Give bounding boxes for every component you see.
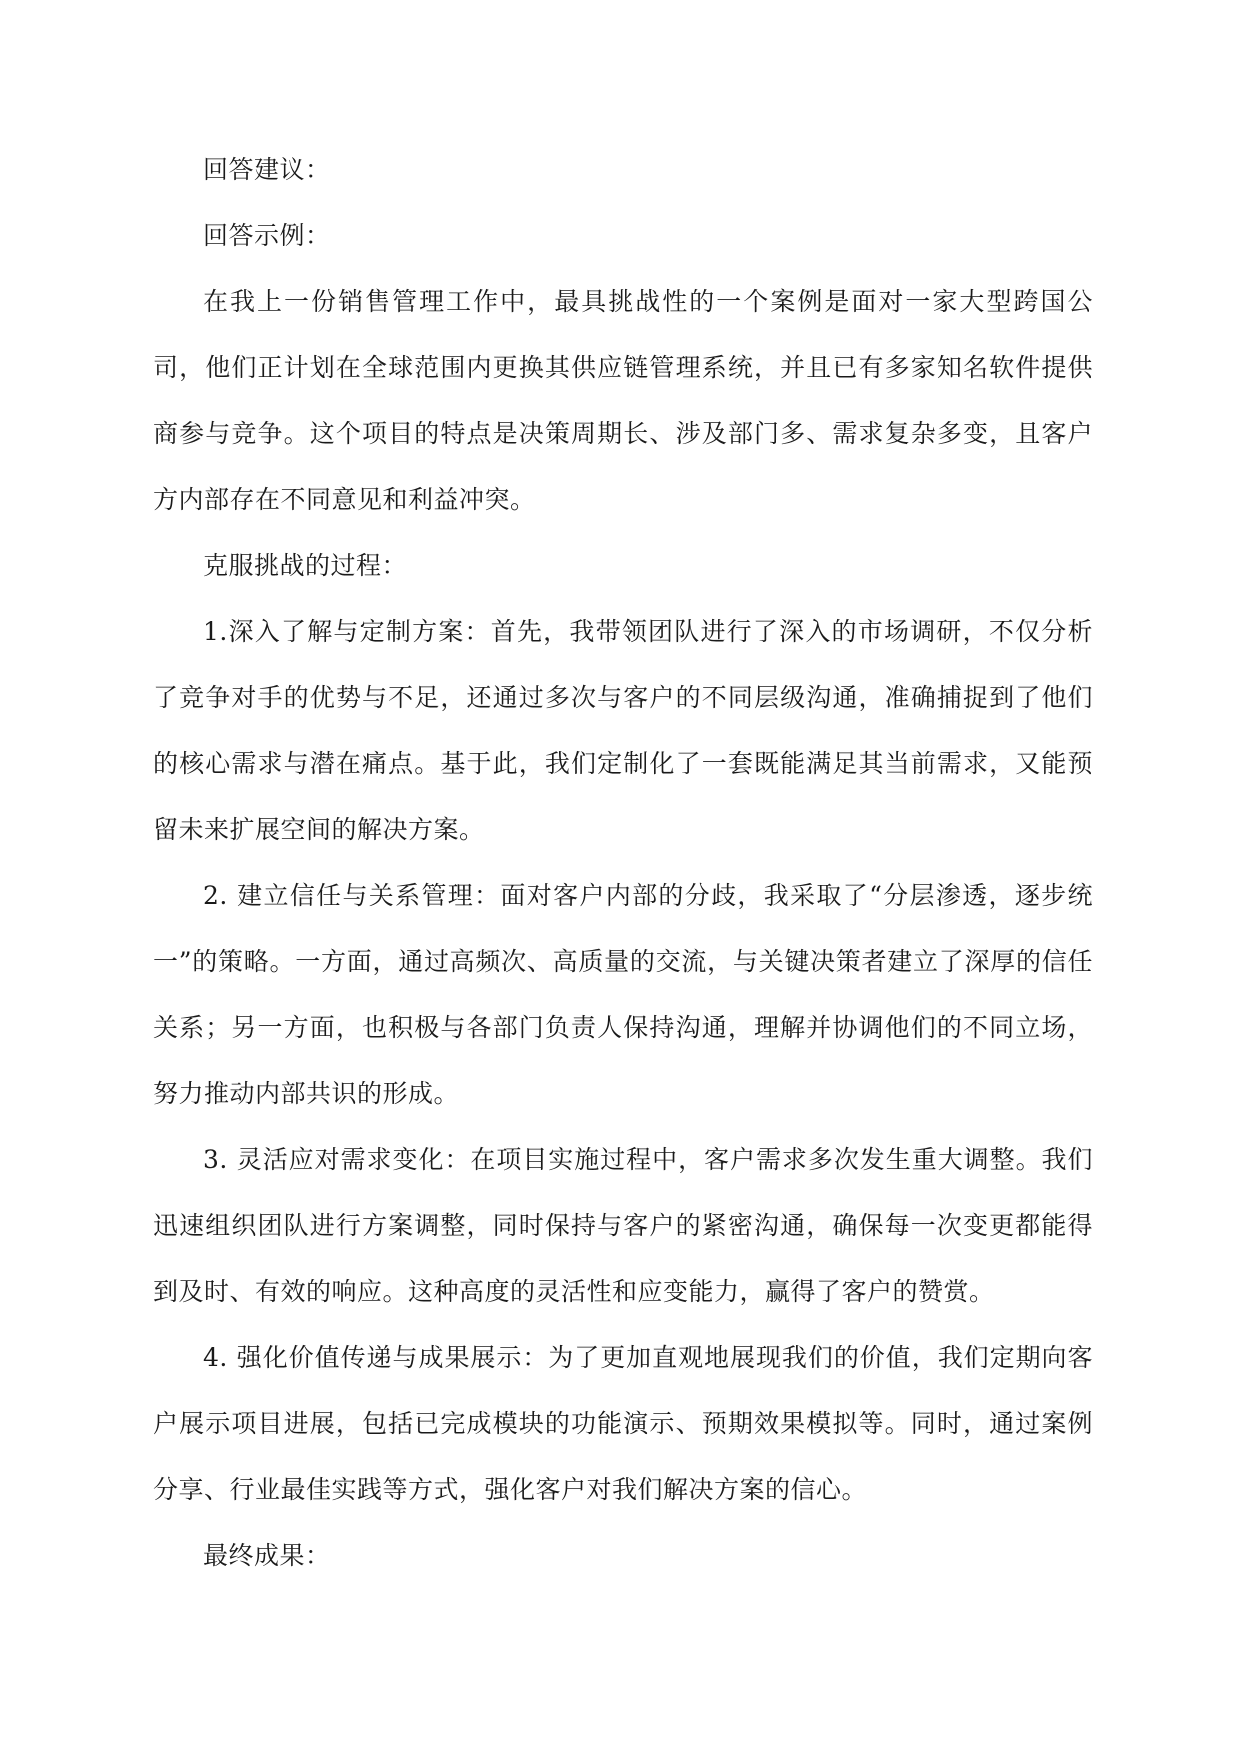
- heading-overcome-process: 克服挑战的过程：: [203, 551, 408, 580]
- paragraph-step-3: 3. 灵活应对需求变化：在项目实施过程中，客户需求多次发生重大调整。我们迅速组织团队进行方案调整，同时保持与客户的紧密沟通，确保每一次变更都能得到及时、有效的响应。这种高度的灵活性和应变能力，赢得了客户的赞赏。: [153, 1145, 1093, 1306]
- document-body: [153, 137, 1093, 1589]
- heading-final-result: 最终成果：: [203, 1541, 331, 1570]
- heading-answer-example: 回答示例：: [203, 221, 331, 250]
- paragraph-step-1: 1.深入了解与定制方案：首先，我带领团队进行了深入的市场调研，不仅分析了竞争对手的优势与不足，还通过多次与客户的不同层级沟通，准确捕捉到了他们的核心需求与潜在痛点。基于此，我们定制化了一套既能满足其当前需求，又能预留未来扩展空间的解决方案。: [153, 617, 1093, 844]
- paragraph-case-intro: 在我上一份销售管理工作中，最具挑战性的一个案例是面对一家大型跨国公司，他们正计划在全球范围内更换其供应链管理系统，并且已有多家知名软件提供商参与竞争。这个项目的特点是决策周期长、涉及部门多、需求复杂多变，且客户方内部存在不同意见和利益冲突。: [153, 287, 1093, 514]
- heading-answer-suggestion: 回答建议：: [203, 155, 331, 184]
- paragraph-step-2: 2. 建立信任与关系管理：面对客户内部的分歧，我采取了“分层渗透，逐步统一”的策略。一方面，通过高频次、高质量的交流，与关键决策者建立了深厚的信任关系；另一方面，也积极与各部门负责人保持沟通，理解并协调他们的不同立场，努力推动内部共识的形成。: [153, 881, 1093, 1108]
- paragraph-step-4: 4. 强化价值传递与成果展示：为了更加直观地展现我们的价值，我们定期向客户展示项目进展，包括已完成模块的功能演示、预期效果模拟等。同时，通过案例分享、行业最佳实践等方式，强化客户对我们解决方案的信心。: [153, 1343, 1093, 1504]
